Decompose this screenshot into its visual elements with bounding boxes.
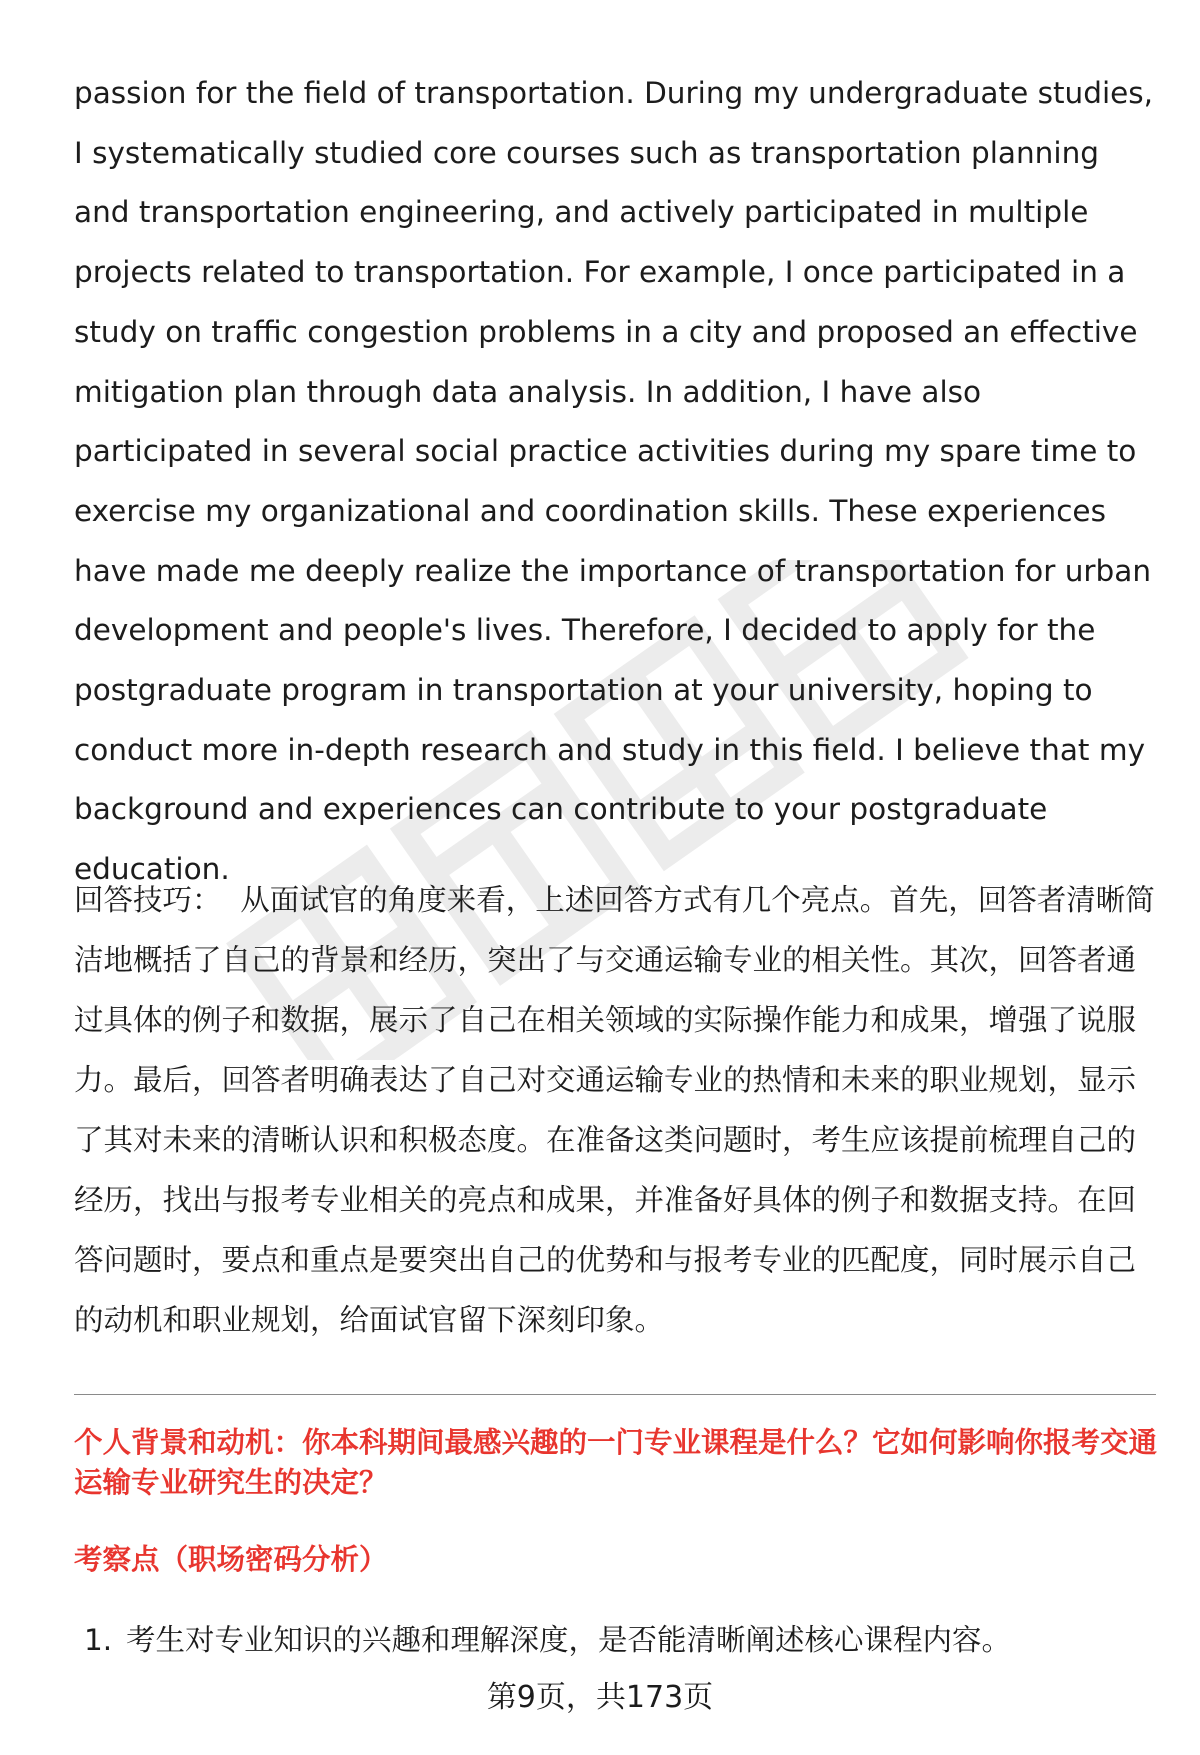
answer-tips-text: 从面试官的角度来看，上述回答方式有几个亮点。首先，回答者清晰简洁地概括了自己的背景和经历，突出了与交通运输专业的相关性。其次，回答者通过具体的例子和数据，展示了自己在相关领域的实际操作能力和成果，增强了说服力。最后，回答者明确表达了自己对交通运输专业的热情和未来的职业规划，显示了其对未来的清晰认识和积极态度。在准备这类问题时，考生应该提前梳理自己的经历，找出与报考专业相关的亮点和成果，并准备好具体的例子和数据支持。在回答问题时，要点和重点是要突出自己的优势和与报考专业的匹配度，同时展示自己的动机和职业规划，给面试官留下深刻印象。 [74, 883, 1155, 1337]
interview-question: 个人背景和动机：你本科期间最感兴趣的一门专业课程是什么？它如何影响你报考交通运输专业研究生的决定？ [74, 1426, 1158, 1499]
answer-tips-label: 回答技巧： [74, 883, 222, 917]
section-divider [74, 1394, 1156, 1395]
answer-body-english: passion for the field of transportation. During my undergraduate studies, I systematically studied core courses such as transportation planning and transportation engineering, and actively participated in multiple projects related to transportation. For example, I once participated in a study on traffic congestion problems in a city and proposed an effective mitigation plan through data analysis. In addition, I have also participated in several social practice activities during my spare time to exercise my organizational and coordination skills. These experiences have made me deeply realize the importance of transportation for urban development and people's lives. Therefore, I decided to apply for the postgraduate program in transportation at your university, hoping to conduct more in-depth research and study in this field. I believe that my background and experiences can contribute to your postgraduate education. [74, 76, 1154, 887]
page-footer: 第9页，共173页 [486, 1680, 714, 1715]
list-item [84, 1620, 1164, 1660]
list-item-number: 1. [84, 1623, 113, 1657]
assessment-points-heading: 考察点（职场密码分析） [74, 1543, 388, 1576]
list-item-text: 考生对专业知识的兴趣和理解深度，是否能清晰阐述核心课程内容。 [126, 1623, 1012, 1657]
answer-tips-paragraph [74, 870, 1160, 1350]
